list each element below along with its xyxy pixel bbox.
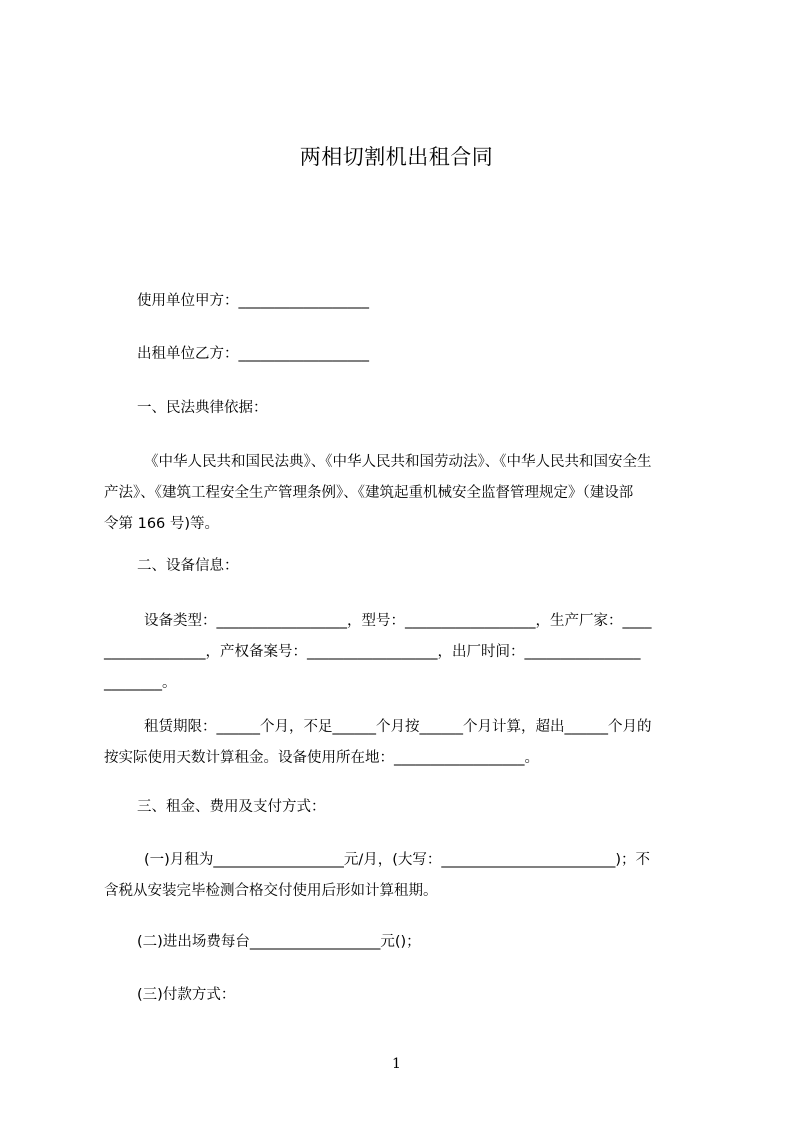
equipment-line-2: ______________，产权备案号：__________________，出厂时间：________________ xyxy=(104,644,641,660)
equipment-info-paragraph xyxy=(104,606,702,699)
legal-basis-line-1: 《中华人民共和国民法典》、《中华人民共和国劳动法》、《中华人民共和国安全生 xyxy=(144,454,652,470)
party-b-line: 出租单位乙方：__________________ xyxy=(137,346,369,362)
monthly-rent-line-1: (一)月租为__________________元/月，(大写：________________________)；不 xyxy=(144,852,651,868)
equipment-line-1: 设备类型：__________________，型号：__________________，生产厂家：____ xyxy=(144,613,652,629)
legal-basis-paragraph xyxy=(104,447,702,540)
section-3-heading: 三、租金、费用及支付方式： xyxy=(137,799,326,815)
lease-term-line-1: 租赁期限：______个月，不足______个月按______个月计算，超出______个月的 xyxy=(144,719,652,735)
payment-method-heading: (三)付款方式： xyxy=(137,987,236,1003)
page-number: 1 xyxy=(392,1056,401,1072)
section-2-heading: 二、设备信息： xyxy=(137,558,239,574)
lease-term-paragraph xyxy=(104,712,702,774)
monthly-rent-paragraph xyxy=(104,845,702,907)
legal-basis-line-2: 产法》、《建筑工程安全生产管理条例》、《建筑起重机械安全监督管理规定》（建设部 xyxy=(104,485,634,501)
equipment-line-3: ________。 xyxy=(104,675,177,691)
legal-basis-line-3: 令第 166 号)等。 xyxy=(104,516,220,532)
document-title: 两相切割机出租合同 xyxy=(299,145,494,169)
section-1-heading: 一、民法典律依据： xyxy=(137,400,268,416)
entry-exit-fee-line: (二)进出场费每台__________________元()； xyxy=(137,934,421,950)
monthly-rent-line-2: 含税从安装完毕检测合格交付使用后形如计算租期。 xyxy=(104,883,438,899)
party-a-line: 使用单位甲方：__________________ xyxy=(137,293,369,309)
lease-term-line-2: 按实际使用天数计算租金。设备使用所在地：__________________。 xyxy=(104,750,539,766)
